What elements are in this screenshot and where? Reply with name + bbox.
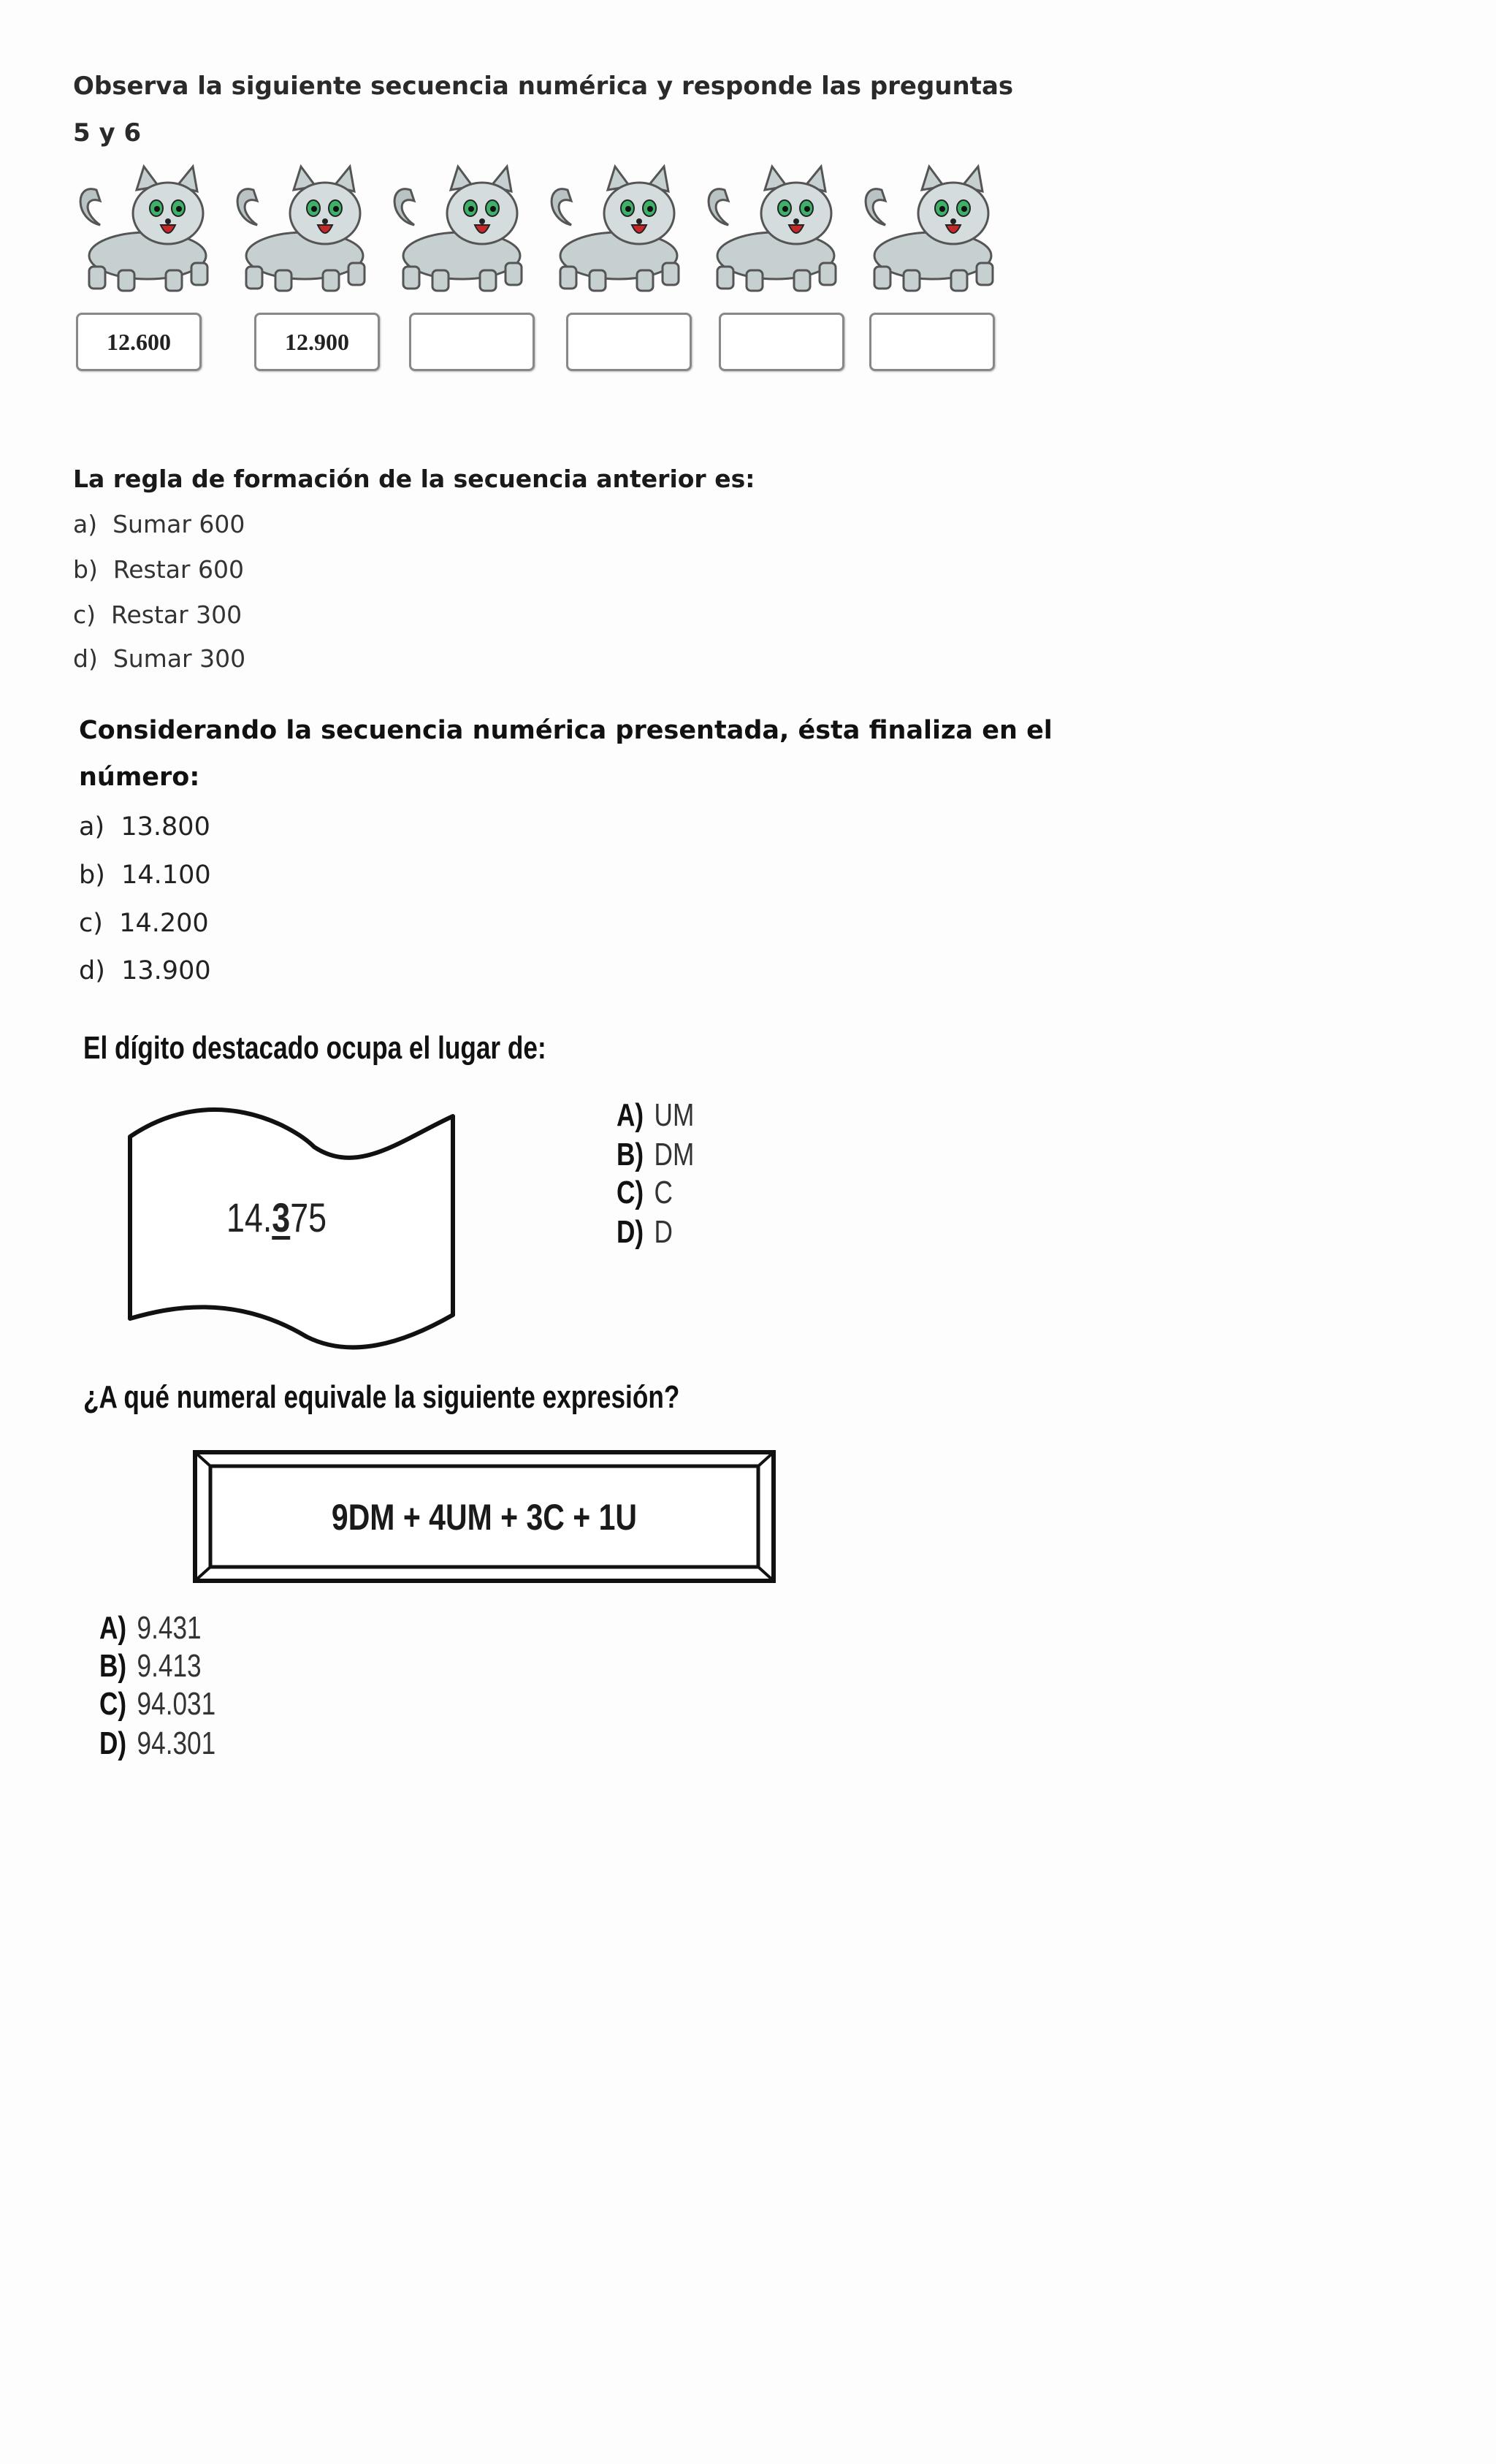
question-2-option-d[interactable]: d) 13.900: [79, 956, 211, 985]
question-3-option-a[interactable]: A) UM: [617, 1097, 695, 1133]
cat-icon: [381, 161, 538, 300]
question-2-option-c[interactable]: c) 14.200: [79, 909, 209, 938]
question-4-option-b[interactable]: B) 9.413: [99, 1648, 202, 1684]
cat-icon: [695, 161, 852, 300]
question-4-option-d[interactable]: D) 94.301: [99, 1725, 216, 1761]
question-3-option-c[interactable]: C) C: [617, 1175, 673, 1210]
question-3-option-d[interactable]: D) D: [617, 1214, 673, 1250]
sequence-box-3[interactable]: [409, 313, 535, 371]
question-2-option-b[interactable]: b) 14.100: [79, 861, 211, 890]
sequence-box-4[interactable]: [566, 313, 692, 371]
cat-icon: [67, 161, 224, 300]
sequence-box-6[interactable]: [869, 313, 995, 371]
sequence-box-5[interactable]: [719, 313, 844, 371]
cat-row: [67, 161, 1010, 300]
cat-icon: [852, 161, 1010, 300]
expression-text: 9DM + 4UM + 3C + 1U: [331, 1497, 638, 1538]
question-1-title: La regla de formación de la secuencia anterior es:: [73, 465, 755, 493]
intro-line-1: Observa la siguiente secuencia numérica y responde las preguntas: [73, 72, 1014, 101]
question-1-option-c[interactable]: c) Restar 300: [73, 600, 243, 629]
intro-line-2: 5 y 6: [73, 118, 142, 148]
question-4-title: ¿A qué numeral equivale la siguiente expresión?: [83, 1379, 680, 1415]
sequence-box-1: 12.600: [76, 313, 202, 371]
question-1-option-b[interactable]: b) Restar 600: [73, 555, 244, 584]
highlighted-digit: 3: [272, 1194, 291, 1240]
highlighted-number: 14.375: [226, 1194, 327, 1240]
question-4-option-a[interactable]: A) 9.431: [99, 1610, 202, 1646]
question-1-option-d[interactable]: d) Sumar 300: [73, 644, 246, 673]
question-2-option-a[interactable]: a) 13.800: [79, 812, 210, 842]
question-2-title: Considerando la secuencia numérica presentada, ésta finaliza en el: [79, 716, 1053, 745]
question-2-title-line-2: número:: [79, 763, 200, 792]
cat-icon: [538, 161, 695, 300]
question-3-option-b[interactable]: B) DM: [617, 1137, 695, 1172]
cat-icon: [224, 161, 381, 300]
question-4-option-c[interactable]: C) 94.031: [99, 1686, 216, 1722]
sequence-box-2: 12.900: [254, 313, 380, 371]
question-3-title: El dígito destacado ocupa el lugar de:: [83, 1030, 546, 1066]
question-1-option-a[interactable]: a) Sumar 600: [73, 510, 245, 538]
